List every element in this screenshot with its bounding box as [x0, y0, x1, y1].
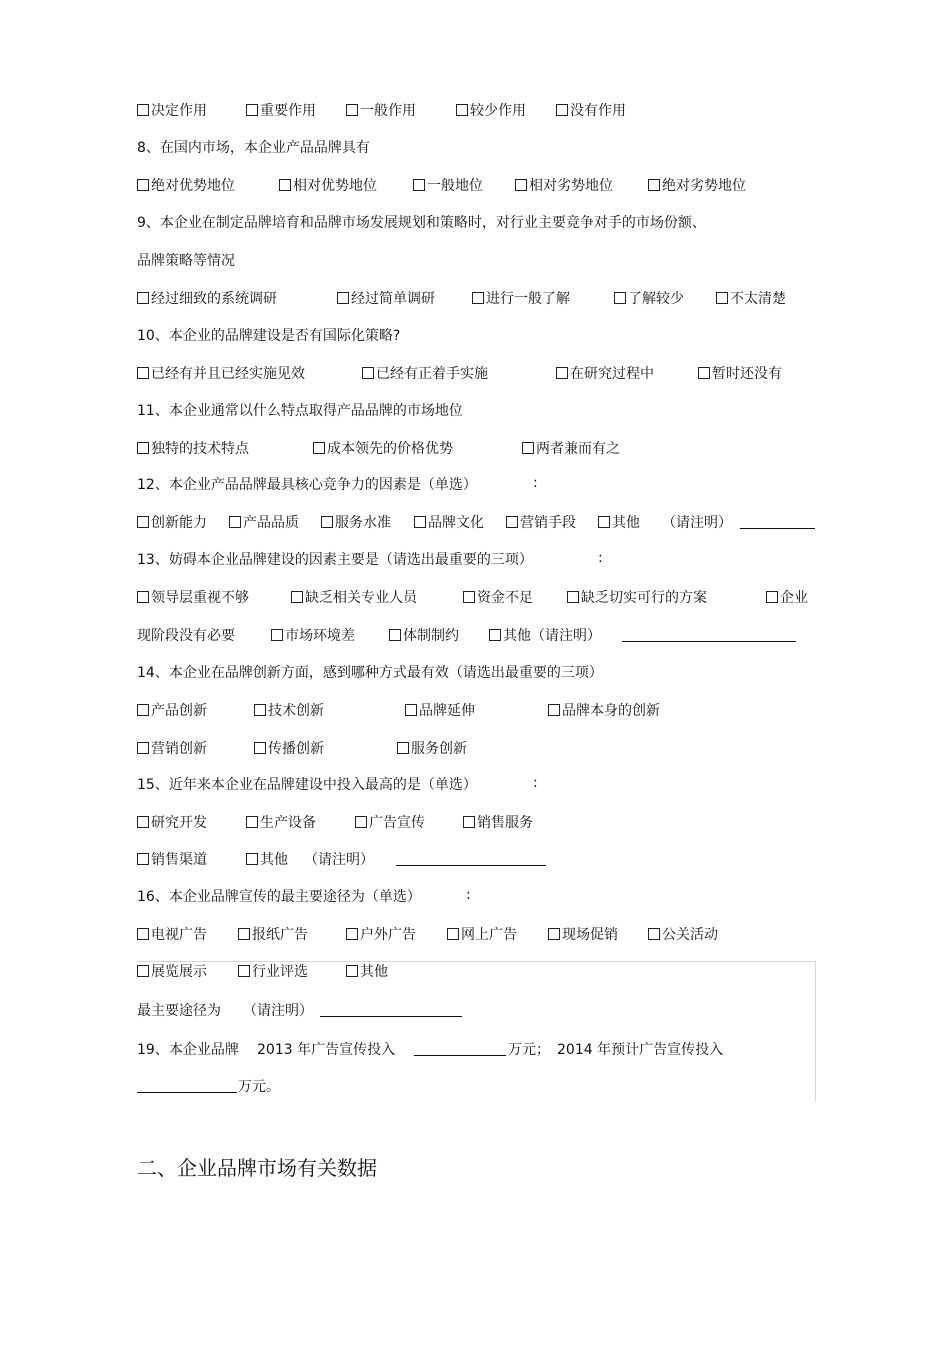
- checkbox-icon[interactable]: [346, 928, 358, 940]
- q19-year1-label: 2013 年广告宣传投入: [257, 1042, 396, 1058]
- q11-option-1[interactable]: 独特的技术特点: [137, 438, 249, 458]
- q13-colon: :: [598, 550, 603, 566]
- q15-note: （请注明）: [304, 852, 374, 868]
- checkbox-icon[interactable]: [321, 516, 333, 528]
- q9-option-5[interactable]: 不太清楚: [716, 288, 786, 308]
- checkbox-icon[interactable]: [362, 367, 374, 379]
- q12-title: 12、本企业产品品牌最具核心竞争力的因素是（单选）: [137, 477, 477, 493]
- q7-option-4[interactable]: 较少作用: [456, 100, 526, 120]
- checkbox-icon[interactable]: [137, 591, 149, 603]
- q10-option-1[interactable]: 已经有并且已经实施见效: [137, 363, 305, 383]
- q9-option-3[interactable]: 进行一般了解: [472, 288, 570, 308]
- checkbox-icon[interactable]: [137, 516, 149, 528]
- checkbox-icon[interactable]: [489, 629, 501, 641]
- q15-option-4[interactable]: 销售服务: [463, 812, 533, 832]
- q16-option-9[interactable]: 其他: [346, 961, 388, 981]
- checkbox-icon[interactable]: [238, 965, 250, 977]
- q16-option-6[interactable]: 公关活动: [648, 924, 718, 944]
- q15-colon: :: [533, 775, 538, 791]
- q8-title: 8、在国内市场，本企业产品品牌具有: [137, 140, 370, 156]
- q12-option-4[interactable]: 品牌文化: [414, 512, 484, 532]
- checkbox-icon[interactable]: [346, 104, 358, 116]
- checkbox-icon[interactable]: [397, 742, 409, 754]
- checkbox-icon[interactable]: [291, 591, 303, 603]
- q10-option-2[interactable]: 已经有正着手实施: [362, 363, 488, 383]
- checkbox-icon[interactable]: [556, 104, 568, 116]
- q15-title: 15、近年来本企业在品牌建设中投入最高的是（单选）: [137, 777, 477, 793]
- checkbox-icon[interactable]: [698, 367, 710, 379]
- checkbox-icon[interactable]: [137, 179, 149, 191]
- q14-option-1[interactable]: 产品创新: [137, 700, 207, 720]
- q16-option-1[interactable]: 电视广告: [137, 924, 207, 944]
- checkbox-icon[interactable]: [137, 704, 149, 716]
- q8-option-2[interactable]: 相对优势地位: [279, 175, 377, 195]
- q16-main-channel-input[interactable]: [320, 1002, 462, 1017]
- q11-option-2[interactable]: 成本领先的价格优势: [313, 438, 453, 458]
- q7-option-5[interactable]: 没有作用: [556, 100, 626, 120]
- checkbox-icon[interactable]: [246, 816, 258, 828]
- checkbox-icon[interactable]: [137, 816, 149, 828]
- q12-option-3[interactable]: 服务水准: [321, 512, 391, 532]
- checkbox-icon[interactable]: [567, 591, 579, 603]
- q13-option-1[interactable]: 领导层重视不够: [137, 587, 249, 607]
- q12-option-5[interactable]: 营销手段: [506, 512, 576, 532]
- q9-option-2[interactable]: 经过简单调研: [337, 288, 435, 308]
- checkbox-icon[interactable]: [522, 442, 534, 454]
- checkbox-icon[interactable]: [463, 591, 475, 603]
- checkbox-icon[interactable]: [506, 516, 518, 528]
- checkbox-icon[interactable]: [548, 704, 560, 716]
- checkbox-icon[interactable]: [598, 516, 610, 528]
- section-heading: 二、企业品牌市场有关数据: [137, 1156, 377, 1180]
- q13-option-5[interactable]: 企业: [766, 587, 808, 607]
- q10-title: 10、本企业的品牌建设是否有国际化策略?: [137, 328, 401, 344]
- checkbox-icon[interactable]: [137, 367, 149, 379]
- q13-option-4[interactable]: 缺乏切实可行的方案: [567, 587, 707, 607]
- q19-2013-amount-input[interactable]: [414, 1041, 506, 1056]
- q13-option-6[interactable]: 市场环境差: [271, 625, 355, 645]
- q14-option-4[interactable]: 品牌本身的创新: [548, 700, 660, 720]
- q15-option-3[interactable]: 广告宣传: [355, 812, 425, 832]
- q16-option-4[interactable]: 网上广告: [447, 924, 517, 944]
- q14-option-5[interactable]: 营销创新: [137, 738, 207, 758]
- checkbox-icon[interactable]: [137, 104, 149, 116]
- q12-colon: :: [533, 475, 538, 491]
- checkbox-icon[interactable]: [556, 367, 568, 379]
- checkbox-icon[interactable]: [246, 104, 258, 116]
- q12-option-2[interactable]: 产品品质: [229, 512, 299, 532]
- q19-year2-label: 2014 年预计广告宣传投入: [557, 1042, 724, 1058]
- checkbox-icon[interactable]: [137, 853, 149, 865]
- checkbox-icon[interactable]: [254, 704, 266, 716]
- q9-title-line2: 品牌策略等情况: [137, 253, 235, 269]
- q19-unit2: 万元。: [238, 1079, 280, 1095]
- checkbox-icon[interactable]: [463, 816, 475, 828]
- checkbox-icon[interactable]: [137, 442, 149, 454]
- q14-option-7[interactable]: 服务创新: [397, 738, 467, 758]
- q16-option-8[interactable]: 行业评选: [238, 961, 308, 981]
- q19-prefix: 19、本企业品牌: [137, 1042, 239, 1058]
- q16-option-2[interactable]: 报纸广告: [238, 924, 308, 944]
- checkbox-icon[interactable]: [648, 179, 660, 191]
- q12-option-1[interactable]: 创新能力: [137, 512, 207, 532]
- q13-option-7[interactable]: 体制制约: [389, 625, 459, 645]
- q8-option-1[interactable]: 绝对优势地位: [137, 175, 235, 195]
- q8-option-5[interactable]: 绝对劣势地位: [648, 175, 746, 195]
- checkbox-icon[interactable]: [137, 292, 149, 304]
- checkbox-icon[interactable]: [254, 742, 266, 754]
- q9-option-4[interactable]: 了解较少: [614, 288, 684, 308]
- q13-title: 13、妨碍本企业品牌建设的因素主要是（请选出最重要的三项）: [137, 552, 533, 568]
- checkbox-icon[interactable]: [413, 179, 425, 191]
- q16-title: 16、本企业品牌宣传的最主要途径为（单选）: [137, 889, 421, 905]
- q14-title: 14、本企业在品牌创新方面，感到哪种方式最有效（请选出最重要的三项）: [137, 665, 603, 681]
- q16-colon: :: [466, 887, 471, 903]
- checkbox-icon[interactable]: [716, 292, 728, 304]
- q10-option-3[interactable]: 在研究过程中: [556, 363, 654, 383]
- q16-option-5[interactable]: 现场促销: [548, 924, 618, 944]
- q9-option-1[interactable]: 经过细致的系统调研: [137, 288, 277, 308]
- q11-option-3[interactable]: 两者兼而有之: [522, 438, 620, 458]
- q16-option-7[interactable]: 展览展示: [137, 961, 207, 981]
- checkbox-icon[interactable]: [279, 179, 291, 191]
- q13-option-5-continued: 现阶段没有必要: [137, 628, 235, 644]
- q7-option-3[interactable]: 一般作用: [346, 100, 416, 120]
- checkbox-icon[interactable]: [346, 965, 358, 977]
- q8-option-4[interactable]: 相对劣势地位: [515, 175, 613, 195]
- q19-unit1: 万元；: [508, 1042, 550, 1058]
- checkbox-icon[interactable]: [766, 591, 778, 603]
- q14-option-3[interactable]: 品牌延伸: [405, 700, 475, 720]
- checkbox-icon[interactable]: [238, 928, 250, 940]
- checkbox-icon[interactable]: [337, 292, 349, 304]
- checkbox-icon[interactable]: [614, 292, 626, 304]
- q19-2014-amount-input[interactable]: [137, 1078, 237, 1093]
- checkbox-icon[interactable]: [648, 928, 660, 940]
- q16-note: （请注明）: [243, 1003, 313, 1019]
- q15-other-input[interactable]: [396, 851, 546, 866]
- checkbox-icon[interactable]: [355, 816, 367, 828]
- q7-option-1[interactable]: 决定作用: [137, 100, 207, 120]
- q16-main-label: 最主要途径为: [137, 1003, 221, 1019]
- q8-option-3[interactable]: 一般地位: [413, 175, 483, 195]
- q16-option-3[interactable]: 户外广告: [346, 924, 416, 944]
- checkbox-icon[interactable]: [548, 928, 560, 940]
- q13-option-2[interactable]: 缺乏相关专业人员: [291, 587, 417, 607]
- q9-title-line1: 9、本企业在制定品牌培育和品牌市场发展规划和策略时，对行业主要竞争对手的市场份额、: [137, 215, 706, 231]
- q14-option-2[interactable]: 技术创新: [254, 700, 324, 720]
- checkbox-icon[interactable]: [447, 928, 459, 940]
- q15-option-1[interactable]: 研究开发: [137, 812, 207, 832]
- q12-option-6[interactable]: 其他: [598, 512, 640, 532]
- checkbox-icon[interactable]: [405, 704, 417, 716]
- q7-option-2[interactable]: 重要作用: [246, 100, 316, 120]
- q13-option-8[interactable]: 其他（请注明）: [489, 625, 601, 645]
- q12-note: （请注明）: [662, 515, 732, 531]
- q10-option-4[interactable]: 暂时还没有: [698, 363, 782, 383]
- q15-option-2[interactable]: 生产设备: [246, 812, 316, 832]
- checkbox-icon[interactable]: [313, 442, 325, 454]
- checkbox-icon[interactable]: [389, 629, 401, 641]
- checkbox-icon[interactable]: [456, 104, 468, 116]
- q15-option-5[interactable]: 销售渠道: [137, 849, 207, 869]
- q12-other-input[interactable]: [740, 514, 815, 529]
- checkbox-icon[interactable]: [246, 853, 258, 865]
- checkbox-icon[interactable]: [472, 292, 484, 304]
- checkbox-icon[interactable]: [137, 928, 149, 940]
- checkbox-icon[interactable]: [414, 516, 426, 528]
- q11-title: 11、本企业通常以什么特点取得产品品牌的市场地位: [137, 403, 463, 419]
- q13-option-3[interactable]: 资金不足: [463, 587, 533, 607]
- checkbox-icon[interactable]: [229, 516, 241, 528]
- checkbox-icon[interactable]: [137, 965, 149, 977]
- checkbox-icon[interactable]: [137, 742, 149, 754]
- q13-other-input[interactable]: [622, 627, 796, 642]
- checkbox-icon[interactable]: [271, 629, 283, 641]
- checkbox-icon[interactable]: [515, 179, 527, 191]
- q15-option-6[interactable]: 其他: [246, 849, 288, 869]
- q14-option-6[interactable]: 传播创新: [254, 738, 324, 758]
